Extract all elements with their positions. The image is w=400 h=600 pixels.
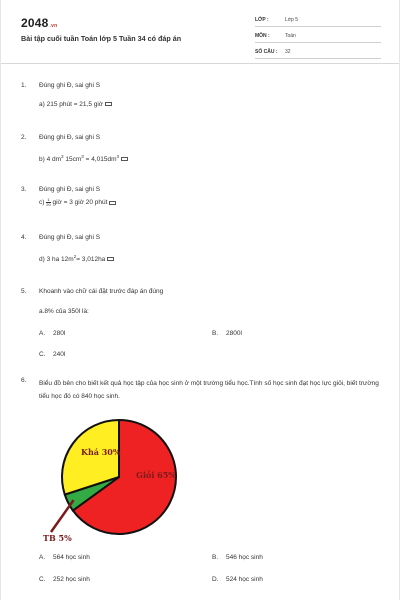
meta-value: Toán xyxy=(285,33,296,39)
answer-option-b[interactable]: B. 546 học sinh xyxy=(212,554,263,561)
question-text: Đúng ghi Đ, sai ghi S xyxy=(39,234,101,241)
slice-label: Giỏi 65% xyxy=(136,470,176,480)
document-title: Bài tập cuối tuần Toán lớp 5 Tuần 34 có đáp án xyxy=(21,34,182,43)
question-text: Đúng ghi Đ, sai ghi S xyxy=(39,82,101,89)
question-number: 4. xyxy=(21,234,27,241)
fraction: $\frac{1}{20}$ xyxy=(46,197,51,207)
question-stem: a.8% của 350l là: xyxy=(39,308,89,315)
question-text: Đúng ghi Đ, sai ghi S xyxy=(39,186,101,193)
answer-option-a[interactable]: A. 280l xyxy=(39,330,66,337)
site-logo[interactable]: 2048.vn xyxy=(21,16,58,30)
answer-box[interactable] xyxy=(109,201,116,205)
answer-box[interactable] xyxy=(121,157,128,161)
question-text: Đúng ghi Đ, sai ghi S xyxy=(39,134,101,141)
question-text: Biểu đồ bên cho biết kết quả học tập của học sinh ở một trường tiểu học.Tính số học sinh đạt học lực giỏi, biết trường tiểu học đó có 840 học sinh. xyxy=(39,380,379,400)
statement-line: a) 215 phút = 21,5 giờ xyxy=(39,101,112,108)
meta-key: MÔN : xyxy=(255,33,270,39)
pie-chart xyxy=(39,405,199,550)
meta-row-class xyxy=(255,13,381,27)
question-number: 6. xyxy=(21,377,27,384)
answer-box[interactable] xyxy=(105,102,112,106)
question-text: Khoanh vào chữ cái đặt trước đáp án đúng xyxy=(39,288,164,295)
answer-option-d[interactable]: D. 524 học sinh xyxy=(212,576,263,583)
answer-option-c[interactable]: C. 252 học sinh xyxy=(39,576,90,583)
answer-option-c[interactable]: C. 240l xyxy=(39,351,66,358)
slice-label: Khá 30% xyxy=(81,447,121,457)
question-number: 5. xyxy=(21,288,27,295)
question-number: 1. xyxy=(21,82,27,89)
question-number: 2. xyxy=(21,134,27,141)
answer-option-a[interactable]: A. 564 học sinh xyxy=(39,554,90,561)
answer-option-b[interactable]: B. 2800l xyxy=(212,330,242,337)
meta-value: 32 xyxy=(285,49,291,55)
meta-row-subject xyxy=(255,29,381,43)
answer-box[interactable] xyxy=(107,257,114,261)
slice-label: TB 5% xyxy=(43,533,72,543)
meta-panel xyxy=(255,13,381,61)
meta-row-count xyxy=(255,45,381,59)
statement-line: d) 3 ha $12m^2= 3,012ha$ xyxy=(39,254,114,263)
leader-line xyxy=(51,500,74,532)
meta-key: SỐ CÂU : xyxy=(255,49,278,55)
statement-line: c) $\frac{1}{20}$ giờ = 3 giờ 20 phút xyxy=(39,198,116,207)
meta-value: Lớp 5 xyxy=(285,17,299,23)
meta-key: LỚP : xyxy=(255,17,269,23)
statement-line: b) 4 $dm^3$ $15cm^3 = 4,015dm^3$ xyxy=(39,154,128,163)
question-number: 3. xyxy=(21,186,27,193)
worksheet-header xyxy=(1,0,399,64)
